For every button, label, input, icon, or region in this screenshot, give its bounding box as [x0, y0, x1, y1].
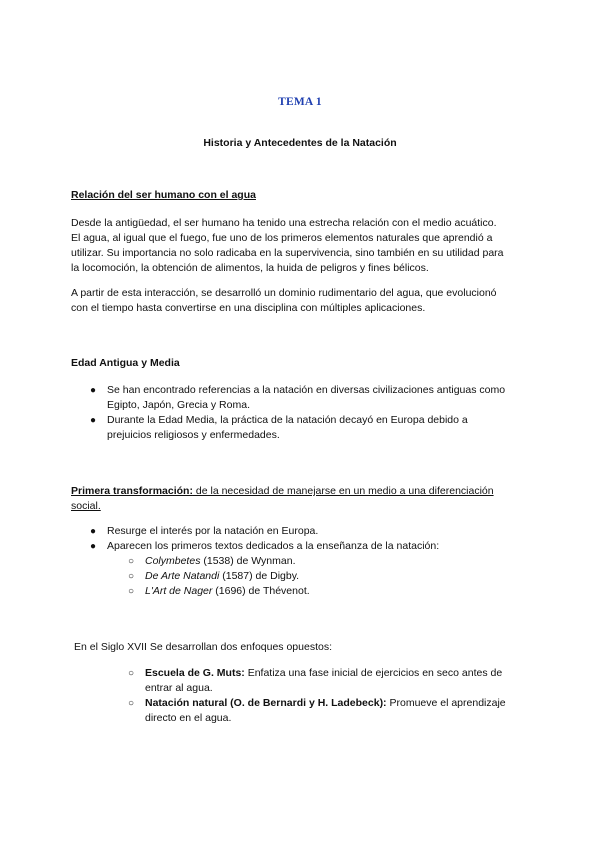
paragraph-line: A partir de esta interacción, se desarrolló un dominio rudimentario del agua, que evolucionó: [71, 287, 497, 299]
book-title: De Arte Natandi: [145, 570, 220, 582]
approach-item: Natación natural (O. de Bernardi y H. Ladebeck): Promueve el aprendizaje directo en el agua.: [145, 697, 506, 724]
sub-bullet-icon: ○: [128, 586, 135, 597]
paragraph-2: [71, 286, 533, 316]
approach-name: Escuela de G. Muts:: [145, 667, 245, 679]
list-item-line: Durante la Edad Media, la práctica de la natación decayó en Europa debido a: [107, 414, 468, 426]
bullet-icon: ●: [90, 415, 97, 426]
sub-bullet-icon: ○: [128, 571, 135, 582]
list-item-line: prejuicios religiosos y enfermedades.: [107, 429, 280, 441]
siglo-xvii-intro: En el Siglo XVII Se desarrollan dos enfoques opuestos:: [74, 641, 332, 653]
sub-list-item: De Arte Natandi (1587) de Digby.: [145, 570, 300, 582]
section-heading-relacion: Relación del ser humano con el agua: [71, 189, 256, 201]
list-item: Resurge el interés por la natación en Europa.: [107, 525, 319, 537]
list-item-line: Se han encontrado referencias a la natación en diversas civilizaciones antiguas como: [107, 384, 506, 396]
section-heading-primera-transformacion: [71, 484, 541, 514]
paragraph-line: la locomoción, la obtención de alimentos, la huida de peligros y fines bélicos.: [71, 262, 429, 274]
list-item: [107, 383, 547, 413]
bullet-icon: ●: [90, 526, 97, 537]
paragraph-line: Desde la antigüedad, el ser humano ha tenido una estrecha relación con el medio acuático.: [71, 217, 497, 229]
sub-list-item: L'Art de Nager (1696) de Thévenot.: [145, 585, 310, 597]
approach-name: Natación natural (O. de Bernardi y H. Ladebeck):: [145, 697, 387, 709]
book-title: Colymbetes: [145, 555, 201, 567]
sub-bullet-icon: ○: [128, 556, 135, 567]
heading-bold-part: Primera transformación:: [71, 485, 193, 497]
paragraph-line: El agua, al igual que el fuego, fue uno de los primeros elementos naturales que aprendió a: [71, 232, 493, 244]
page-title: TEMA 1: [278, 96, 322, 108]
list-item: [107, 413, 547, 443]
bullet-icon: ●: [90, 385, 97, 396]
heading-rest: de la necesidad de manejarse en un medio a una diferenciación: [192, 485, 494, 497]
section-heading-edad-antigua: Edad Antigua y Media: [71, 357, 180, 369]
list-item: Aparecen los primeros textos dedicados a la enseñanza de la natación:: [107, 540, 440, 552]
approach-item: Escuela de G. Muts: Enfatiza una fase inicial de ejercicios en seco antes de entrar al agua.: [145, 667, 503, 694]
book-title: L'Art de Nager: [145, 585, 213, 597]
document-subtitle: Historia y Antecedentes de la Natación: [203, 137, 397, 149]
heading-line-2: social.: [71, 500, 101, 512]
list-item-line: Egipto, Japón, Grecia y Roma.: [107, 399, 250, 411]
paragraph-line: utilizar. Su importancia no solo radicaba en la supervivencia, sino también en su utilidad para: [71, 247, 504, 259]
bullet-icon: ●: [90, 541, 97, 552]
paragraph-line: con el tiempo hasta convertirse en una disciplina con múltiples aplicaciones.: [71, 302, 426, 314]
paragraph-1: [71, 216, 533, 276]
sub-bullet-icon: ○: [128, 668, 135, 679]
sub-bullet-icon: ○: [128, 698, 135, 709]
sub-list-item: Colymbetes (1538) de Wynman.: [145, 555, 296, 567]
